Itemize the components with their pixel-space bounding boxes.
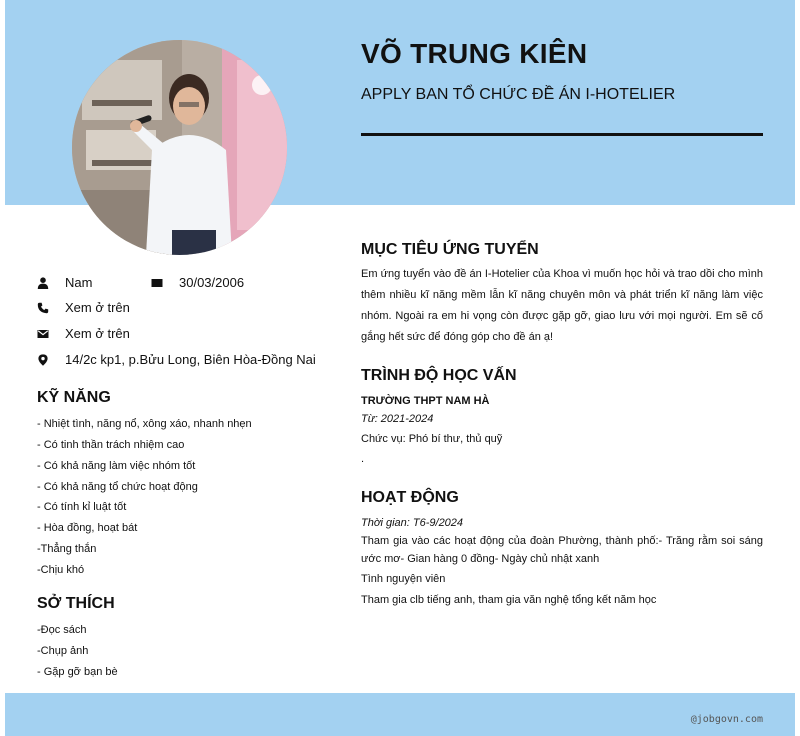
phone-row [37,300,130,315]
education-note: . [361,453,365,465]
address-row [37,352,316,367]
footer-band [5,693,795,736]
objective-title: MỤC TIÊU ỨNG TUYỂN [361,241,539,258]
activities-description: Tham gia vào các hoạt động của đoàn Phường, thành phố:- Trăng rằm soi sáng ước mơ- Gian hàng 0 đồng- Ngày chủ nhật xanh [361,535,763,565]
objective-text: Em ứng tuyển vào đề án I-Hotelier của Khoa vì muốn học hỏi và trao dồi cho mình thêm nhiều kĩ năng mềm lẫn kĩ năng chuyên môn và phát triển kĩ năng làm việc nhóm. Ngoài ra em hi vọng còn được gặp gỡ, giao lưu với mọi người. Em sẽ cố gắng hết sức để đóng góp cho đề án ạ! [361,268,763,343]
hobbies-title: SỞ THÍCH [37,595,115,612]
calendar-icon [151,277,163,289]
activities-title: HOẠT ĐỘNG [361,489,459,506]
address-value: 14/2c kp1, p.Bửu Long, Biên Hòa-Đồng Nai [65,352,316,367]
skills-title: KỸ NĂNG [37,389,111,406]
skill-item: - Hòa đồng, hoạt bát [37,522,138,534]
phone-icon [37,302,49,314]
email-value: Xem ở trên [65,326,130,341]
education-role: Chức vụ: Phó bí thư, thủ quỹ [361,433,503,445]
gender-value: Nam [65,275,93,290]
skill-item: -Thẳng thắn [37,543,97,555]
education-title: TRÌNH ĐỘ HỌC VẤN [361,367,517,384]
profile-photo [72,40,287,255]
hobby-item: -Chụp ảnh [37,645,89,657]
skill-item: - Có khả năng tổ chức hoạt động [37,481,198,493]
phone-value: Xem ở trên [65,300,130,315]
person-icon [37,277,49,289]
gender-row [37,275,92,290]
skill-item: - Nhiệt tình, năng nổ, xông xáo, nhanh nhẹn [37,418,252,430]
hobby-item: -Đọc sách [37,624,87,636]
cv-page [5,0,795,736]
birthdate-row [151,275,244,290]
skill-item: -Chịu khó [37,564,85,576]
location-pin-icon [37,354,49,366]
applied-position: APPLY BAN TỔ CHỨC ĐỀ ÁN I-HOTELIER [361,86,676,103]
education-period: Từ: 2021-2024 [361,413,434,425]
profile-photo-image [72,40,287,255]
skill-item: - Có khả năng làm việc nhóm tốt [37,460,196,472]
skill-item: - Có tinh thần trách nhiệm cao [37,439,185,451]
skill-item: - Có tính kỉ luật tốt [37,501,127,513]
title-divider [361,133,763,136]
watermark-text: @jobgovn.com [690,714,763,725]
mail-icon [37,328,49,340]
email-row [37,326,130,341]
activities-clubs: Tham gia clb tiếng anh, tham gia văn nghệ tổng kết năm học [361,594,657,606]
birthdate-value: 30/03/2006 [179,275,245,290]
hobby-item: - Gặp gỡ bạn bè [37,666,118,678]
school-name: TRƯỜNG THPT NAM HÀ [361,395,490,407]
activities-volunteer: Tình nguyện viên [361,573,446,585]
candidate-name: VÕ TRUNG KIÊN [361,38,588,69]
activities-period: Thời gian: T6-9/2024 [361,517,464,529]
